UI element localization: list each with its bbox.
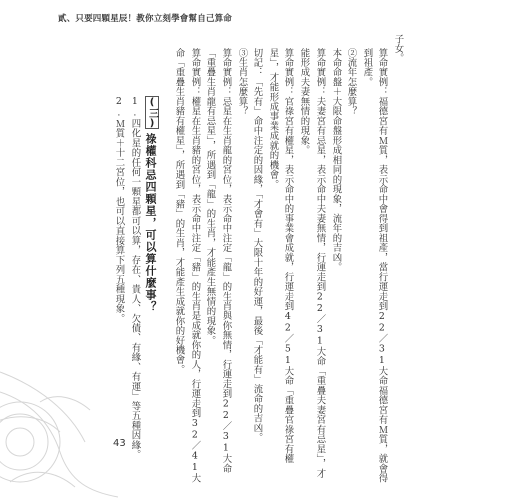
text-line-6: 算命實例：夫妻宮有忌星，表示命中夫妻無情，行運走到22／31大命「重疊夫妻宮有忌星」，才 bbox=[314, 48, 326, 479]
text-line-4: ②流年怎麼算？ bbox=[345, 48, 357, 117]
list-item-2: 2.Ｍ質＋十二宮位，也可以直接算下列五種現象。 bbox=[113, 96, 125, 324]
text-line-9: 星」，才能形成事業成就的機會。 bbox=[267, 48, 279, 190]
text-line-15: 命「重疊生肖豬有權星」，所遇到「豬」的生肖，才能產生成就你的好機會。 bbox=[173, 48, 185, 375]
text-line-13: 「重疊生肖龍有忌星」，所遇到「龍」的生肖，才能產生無情的現象。 bbox=[204, 48, 216, 346]
section-number: (三) bbox=[146, 96, 158, 129]
decorative-pattern bbox=[0, 292, 118, 500]
running-header: 貳、只要四顆星辰！教你立刻學會幫自己算命 bbox=[58, 14, 233, 24]
text-line-1: 子女。 bbox=[392, 34, 404, 64]
text-line-14: 算命實例：權星在生肖豬的宮位，表示命中注定「豬」的生肖是成就你的人，行運走到32／41大 bbox=[189, 48, 201, 483]
section-heading: 祿權科忌四顆星，可以算什麼事？ bbox=[144, 133, 157, 313]
text-line-7: 能形成夫妻無情的現象。 bbox=[298, 48, 310, 156]
text-line-10: 切記：「先有」命中注定的因緣，「才會有」大限十年的好運，最後「才能有」流命的吉凶。 bbox=[251, 48, 263, 443]
text-line-3: 到祖產。 bbox=[361, 48, 373, 87]
text-line-11: ③生肖怎麼算？ bbox=[236, 48, 248, 117]
text-line-8: 算命實例：官祿宮有權星，表示命中的事業會成就，行運走到42／51大命「重疊官祿宮有權 bbox=[282, 48, 294, 464]
text-line-12: 算命實例：忌星在生肖龍的宮位，表示命中注定「龍」的生肖與你無情，行運走到22／31大命 bbox=[220, 48, 232, 474]
text-line-2: 算命實例：福德宮有Ｍ質，表示命中會得到祖產，當行運走到22／31大命福德宮有Ｍ質，就會得 bbox=[376, 48, 388, 483]
page-number: 43 bbox=[113, 438, 126, 449]
list-item-1: 1.四化星的任何一顆星都可以算，存在、貴人、欠債、有緣、有運」等五種因緣。 bbox=[129, 96, 141, 460]
text-line-5: 本命命盤＋大限命盤形成相同的現象，流年的吉凶。 bbox=[330, 48, 342, 273]
